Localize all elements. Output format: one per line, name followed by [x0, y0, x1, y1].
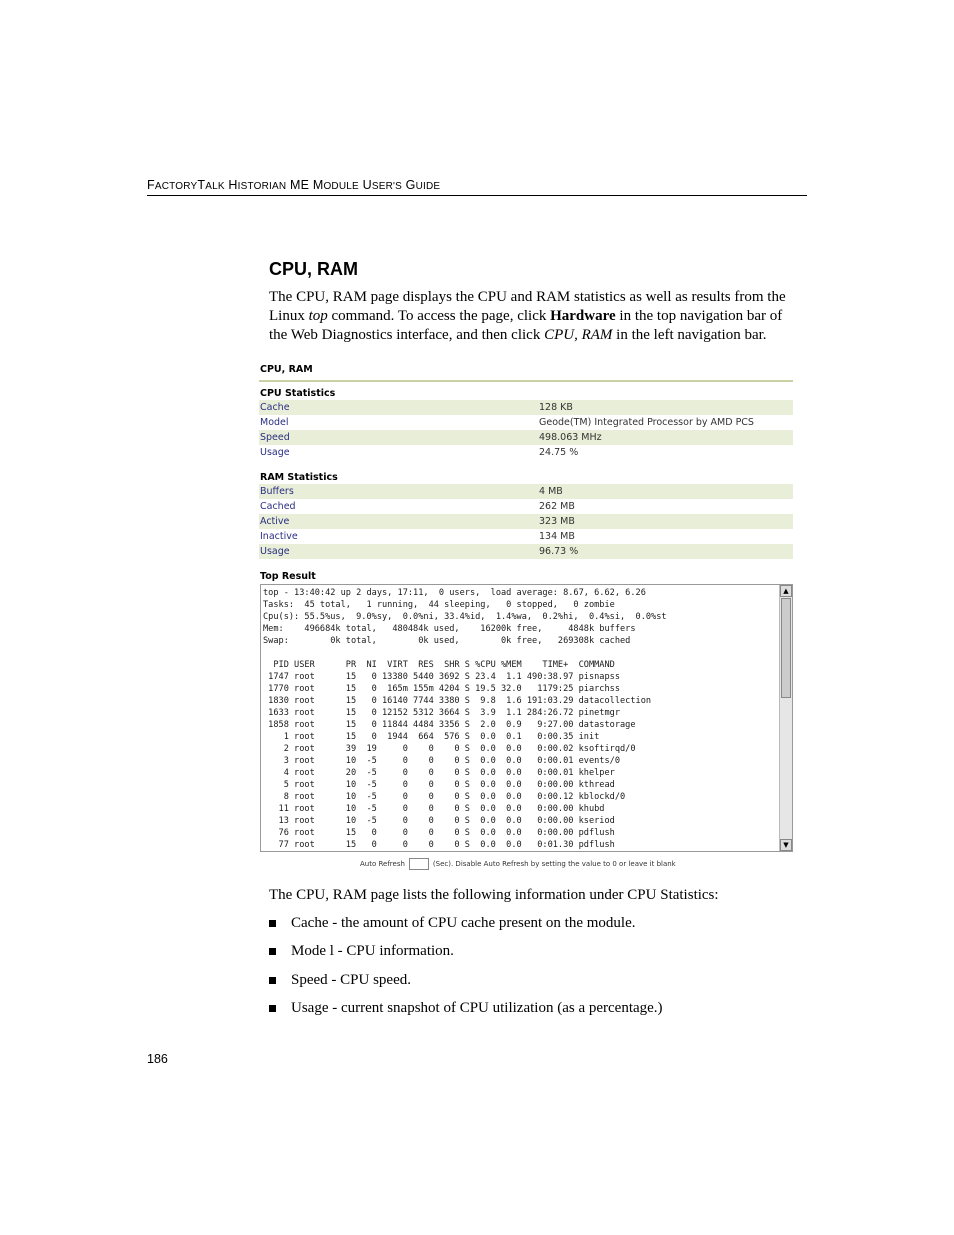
ram-row-active: Active 323 MB	[259, 514, 793, 529]
auto-refresh-label: Auto Refresh	[360, 860, 405, 868]
running-header: FACTORYTALK HISTORIAN ME MODULE USER'S GUIDE	[147, 178, 441, 192]
ram-row-cached: Cached 262 MB	[260, 501, 575, 512]
intro-paragraph: The CPU, RAM page displays the CPU and RAM statistics as well as results from the Linux top command. To access the page, click Hardware in the top navigation bar of the Web Diagnostics interface, and then click CPU, RAM in the left navigation bar.	[269, 289, 786, 343]
top-result-heading: Top Result	[260, 571, 316, 582]
header-rule	[147, 195, 807, 196]
auto-refresh-hint: (Sec). Disable Auto Refresh by setting the value to 0 or leave it blank	[432, 860, 676, 868]
scroll-down-arrow-icon[interactable]: ▼	[780, 839, 792, 851]
page-number: 186	[147, 1052, 168, 1066]
cpu-row-usage: Usage 24.75 %	[260, 447, 579, 458]
cpu-row-cache: Cache 128 KB	[259, 400, 793, 415]
bullet-square-icon	[269, 948, 276, 955]
ram-row-usage: Usage 96.73 %	[259, 544, 793, 559]
cpu-row-speed: Speed 498.063 MHz	[259, 430, 793, 445]
bullet-square-icon	[269, 1005, 276, 1012]
ram-statistics-heading: RAM Statistics	[260, 472, 338, 483]
ram-row-inactive: Inactive 134 MB	[260, 531, 575, 542]
auto-refresh-row	[360, 858, 676, 870]
cpu-statistics-heading: CPU Statistics	[260, 388, 336, 399]
list-intro: The CPU, RAM page lists the following information under CPU Statistics:	[269, 887, 719, 903]
auto-refresh-input[interactable]	[409, 858, 429, 870]
bullet-square-icon	[269, 920, 276, 927]
cpu-row-model: Model Geode(TM) Integrated Processor by AMD PCS	[260, 417, 754, 428]
ram-row-buffers: Buffers 4 MB	[259, 484, 793, 499]
top-scrollbar[interactable]	[779, 585, 792, 851]
top-output: top - 13:40:42 up 2 days, 17:11, 0 users, load average: 8.67, 6.62, 6.26 Tasks: 45 total, 1 running, 44 sleeping, 0 stopped, 0 zombie Cpu(s): 55.5%us, 9.0%sy, 0.0%ni, 33.4%id, 1.4%wa, 0.2%hi, 0.4%si, 0.0%st Mem: 496684k total, 480484k used, 16200k free, 4848k buffers Swap: 0k total, 0k used, 0k free, 269308k cached PID USER PR NI VIRT RES SHR S %CPU %MEM TIME+ COMMAND 1747 root 15 0 13380 5440 3692 S 23.4 1.1 490:38.97 pisnapss 1770 root 15 0 165m 155m 4204 S 19.5 32.0 1179:25 piarchss 1830 root 15 0 16140 7744 3380 S 9.8 1.6 191:03.29 datacollection 1633 root 15 0 12152 5312 3664 S 3.9 1.1 284:26.72 pinetmgr 1858 root 15 0 11844 4484 3356 S 2.0 0.9 9:27.00 datastorage 1 root 15 0 1944 664 576 S 0.0 0.1 0:00.35 init 2 root 39 19 0 0 0 S 0.0 0.0 0:00.02 ksoftirqd/0 3 root 10 -5 0 0 0 S 0.0 0.0 0:00.01 events/0 4 root 20 -5 0 0 0 S 0.0 0.0 0:00.01 khelper 5 root 10 -5 0 0 0 S 0.0 0.0 0:00.00 kthread 8 root 10 -5 0 0 0 S 0.0 0.0 0:00.12 kblockd/0 11 root 10 -5 0 0 0 S 0.0 0.0 0:00.00 khubd 13 root 10 -5 0 0 0 S 0.0 0.0 0:00.00 kseriod 76 root 15 0 0 0 0 S 0.0 0.0 0:00.00 pdflush 77 root 15 0 0 0 0 S 0.0 0.0 0:01.30 pdflush	[263, 588, 667, 850]
cpu-ram-screenshot	[259, 362, 795, 880]
section-title: CPU, RAM	[269, 259, 358, 279]
screenshot-rule	[259, 380, 793, 382]
scroll-up-arrow-icon[interactable]: ▲	[780, 585, 792, 597]
screenshot-title: CPU, RAM	[260, 364, 313, 375]
scroll-thumb[interactable]	[781, 598, 791, 698]
bullet-square-icon	[269, 977, 276, 984]
top-result-textarea[interactable]	[260, 584, 793, 852]
